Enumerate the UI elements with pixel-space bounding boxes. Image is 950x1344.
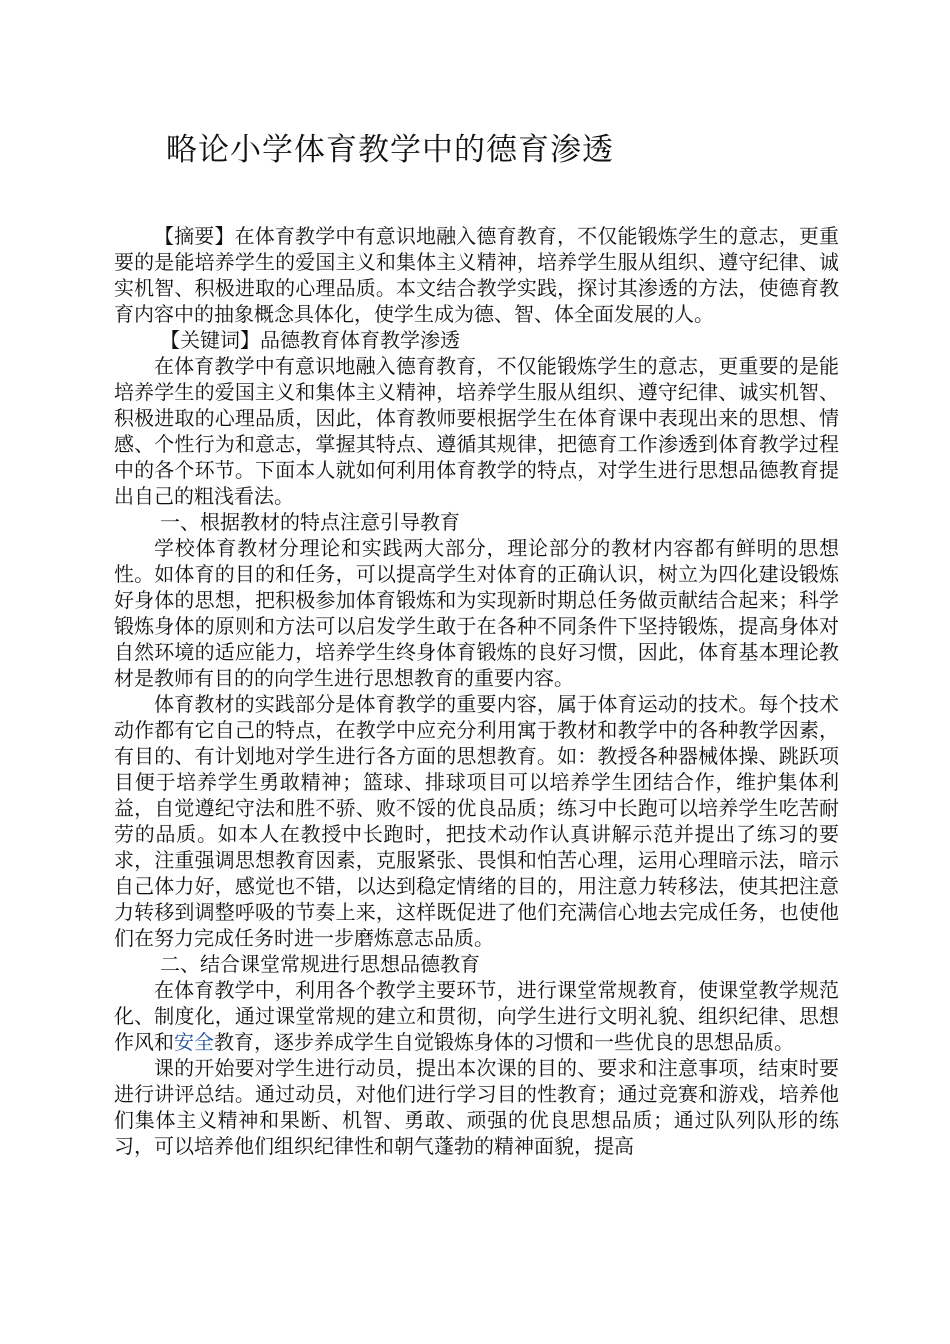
section-2-paragraph-2: 课的开始要对学生进行动员，提出本次课的目的、要求和注意事项，结束时要进行讲评总结。通过动员，对他们进行学习目的性教育；通过竞赛和游戏，培养他们集体主义精神和果断、机智、勇敢、顽强的优良思想品质；通过队列队形的练习，可以培养他们组织纪律性和朝气蓬勃的精神面貌，提高 <box>114 1056 839 1158</box>
section-2-paragraph-1-text-b: 教育，逐步养成学生自觉锻炼身体的习惯和一些优良的思想品质。 <box>214 1030 794 1054</box>
keywords-line: 【关键词】品德教育体育教学渗透 <box>160 328 460 352</box>
abstract-paragraph: 【摘要】在体育教学中有意识地融入德育教育，不仅能锻炼学生的意志，更重要的是能培养学生的爱国主义和集体主义精神，培养学生服从组织、遵守纪律、诚实机智、积极进取的心理品质。本文结合教学实践，探讨其渗透的方法，使德育教育内容中的抽象概念具体化，使学生成为德、智、体全面发展的人。 <box>114 224 839 326</box>
section-2-heading: 二、结合课堂常规进行思想品德教育 <box>160 952 480 976</box>
document-body <box>114 223 839 1159</box>
section-1-heading: 一、根据教材的特点注意引导教育 <box>160 510 460 534</box>
section-2-paragraph-1 <box>114 977 839 1055</box>
intro-paragraph: 在体育教学中有意识地融入德育教育，不仅能锻炼学生的意志，更重要的是能培养学生的爱国主义和集体主义精神，培养学生服从组织、遵守纪律、诚实机智、积极进取的心理品质，因此，体育教师要根据学生在体育课中表现出来的思想、情感、个性行为和意志，掌握其特点、遵循其规律，把德育工作渗透到体育教学过程中的各个环节。下面本人就如何利用体育教学的特点，对学生进行思想品德教育提出自己的粗浅看法。 <box>114 354 839 508</box>
section-2-paragraph-1-text-a: 在体育教学中，利用各个教学主要环节，进行课堂常规教育，使课堂教学规范化、制度化，通过课堂常规的建立和贯彻，向学生进行文明礼貌、组织纪律、思想作风和 <box>114 978 839 1054</box>
safety-link[interactable]: 安全 <box>174 1030 214 1054</box>
section-1-paragraph-1: 学校体育教材分理论和实践两大部分，理论部分的教材内容都有鲜明的思想性。如体育的目的和任务，可以提高学生对体育的正确认识，树立为四化建设锻炼好身体的思想，把积极参加体育锻炼和为实现新时期总任务做贡献结合起来；科学锻炼身体的原则和方法可以启发学生敢于在各种不同条件下坚持锻炼，提高身体对自然环境的适应能力，培养学生终身体育锻炼的良好习惯，因此，体育基本理论教材是教师有目的的向学生进行思想教育的重要内容。 <box>114 536 839 690</box>
section-1-paragraph-2: 体育教材的实践部分是体育教学的重要内容，属于体育运动的技术。每个技术动作都有它自己的特点，在教学中应充分利用寓于教材和教学中的各种教学因素，有目的、有计划地对学生进行各方面的思想教育。如：教授各种器械体操、跳跃项目便于培养学生勇敢精神；篮球、排球项目可以培养学生团结合作，维护集体利益，自觉遵纪守法和胜不骄、败不馁的优良品质；练习中长跑可以培养学生吃苦耐劳的品质。如本人在教授中长跑时，把技术动作认真讲解示范并提出了练习的要求，注重强调思想教育因素，克服紧张、畏惧和怕苦心理，运用心理暗示法，暗示自己体力好，感觉也不错，以达到稳定情绪的目的，用注意力转移法，使其把注意力转移到调整呼吸的节奏上来，这样既促进了他们充满信心地去完成任务，也使他们在努力完成任务时进一步磨炼意志品质。 <box>114 692 839 950</box>
page-title: 略论小学体育教学中的德育渗透 <box>166 132 614 168</box>
